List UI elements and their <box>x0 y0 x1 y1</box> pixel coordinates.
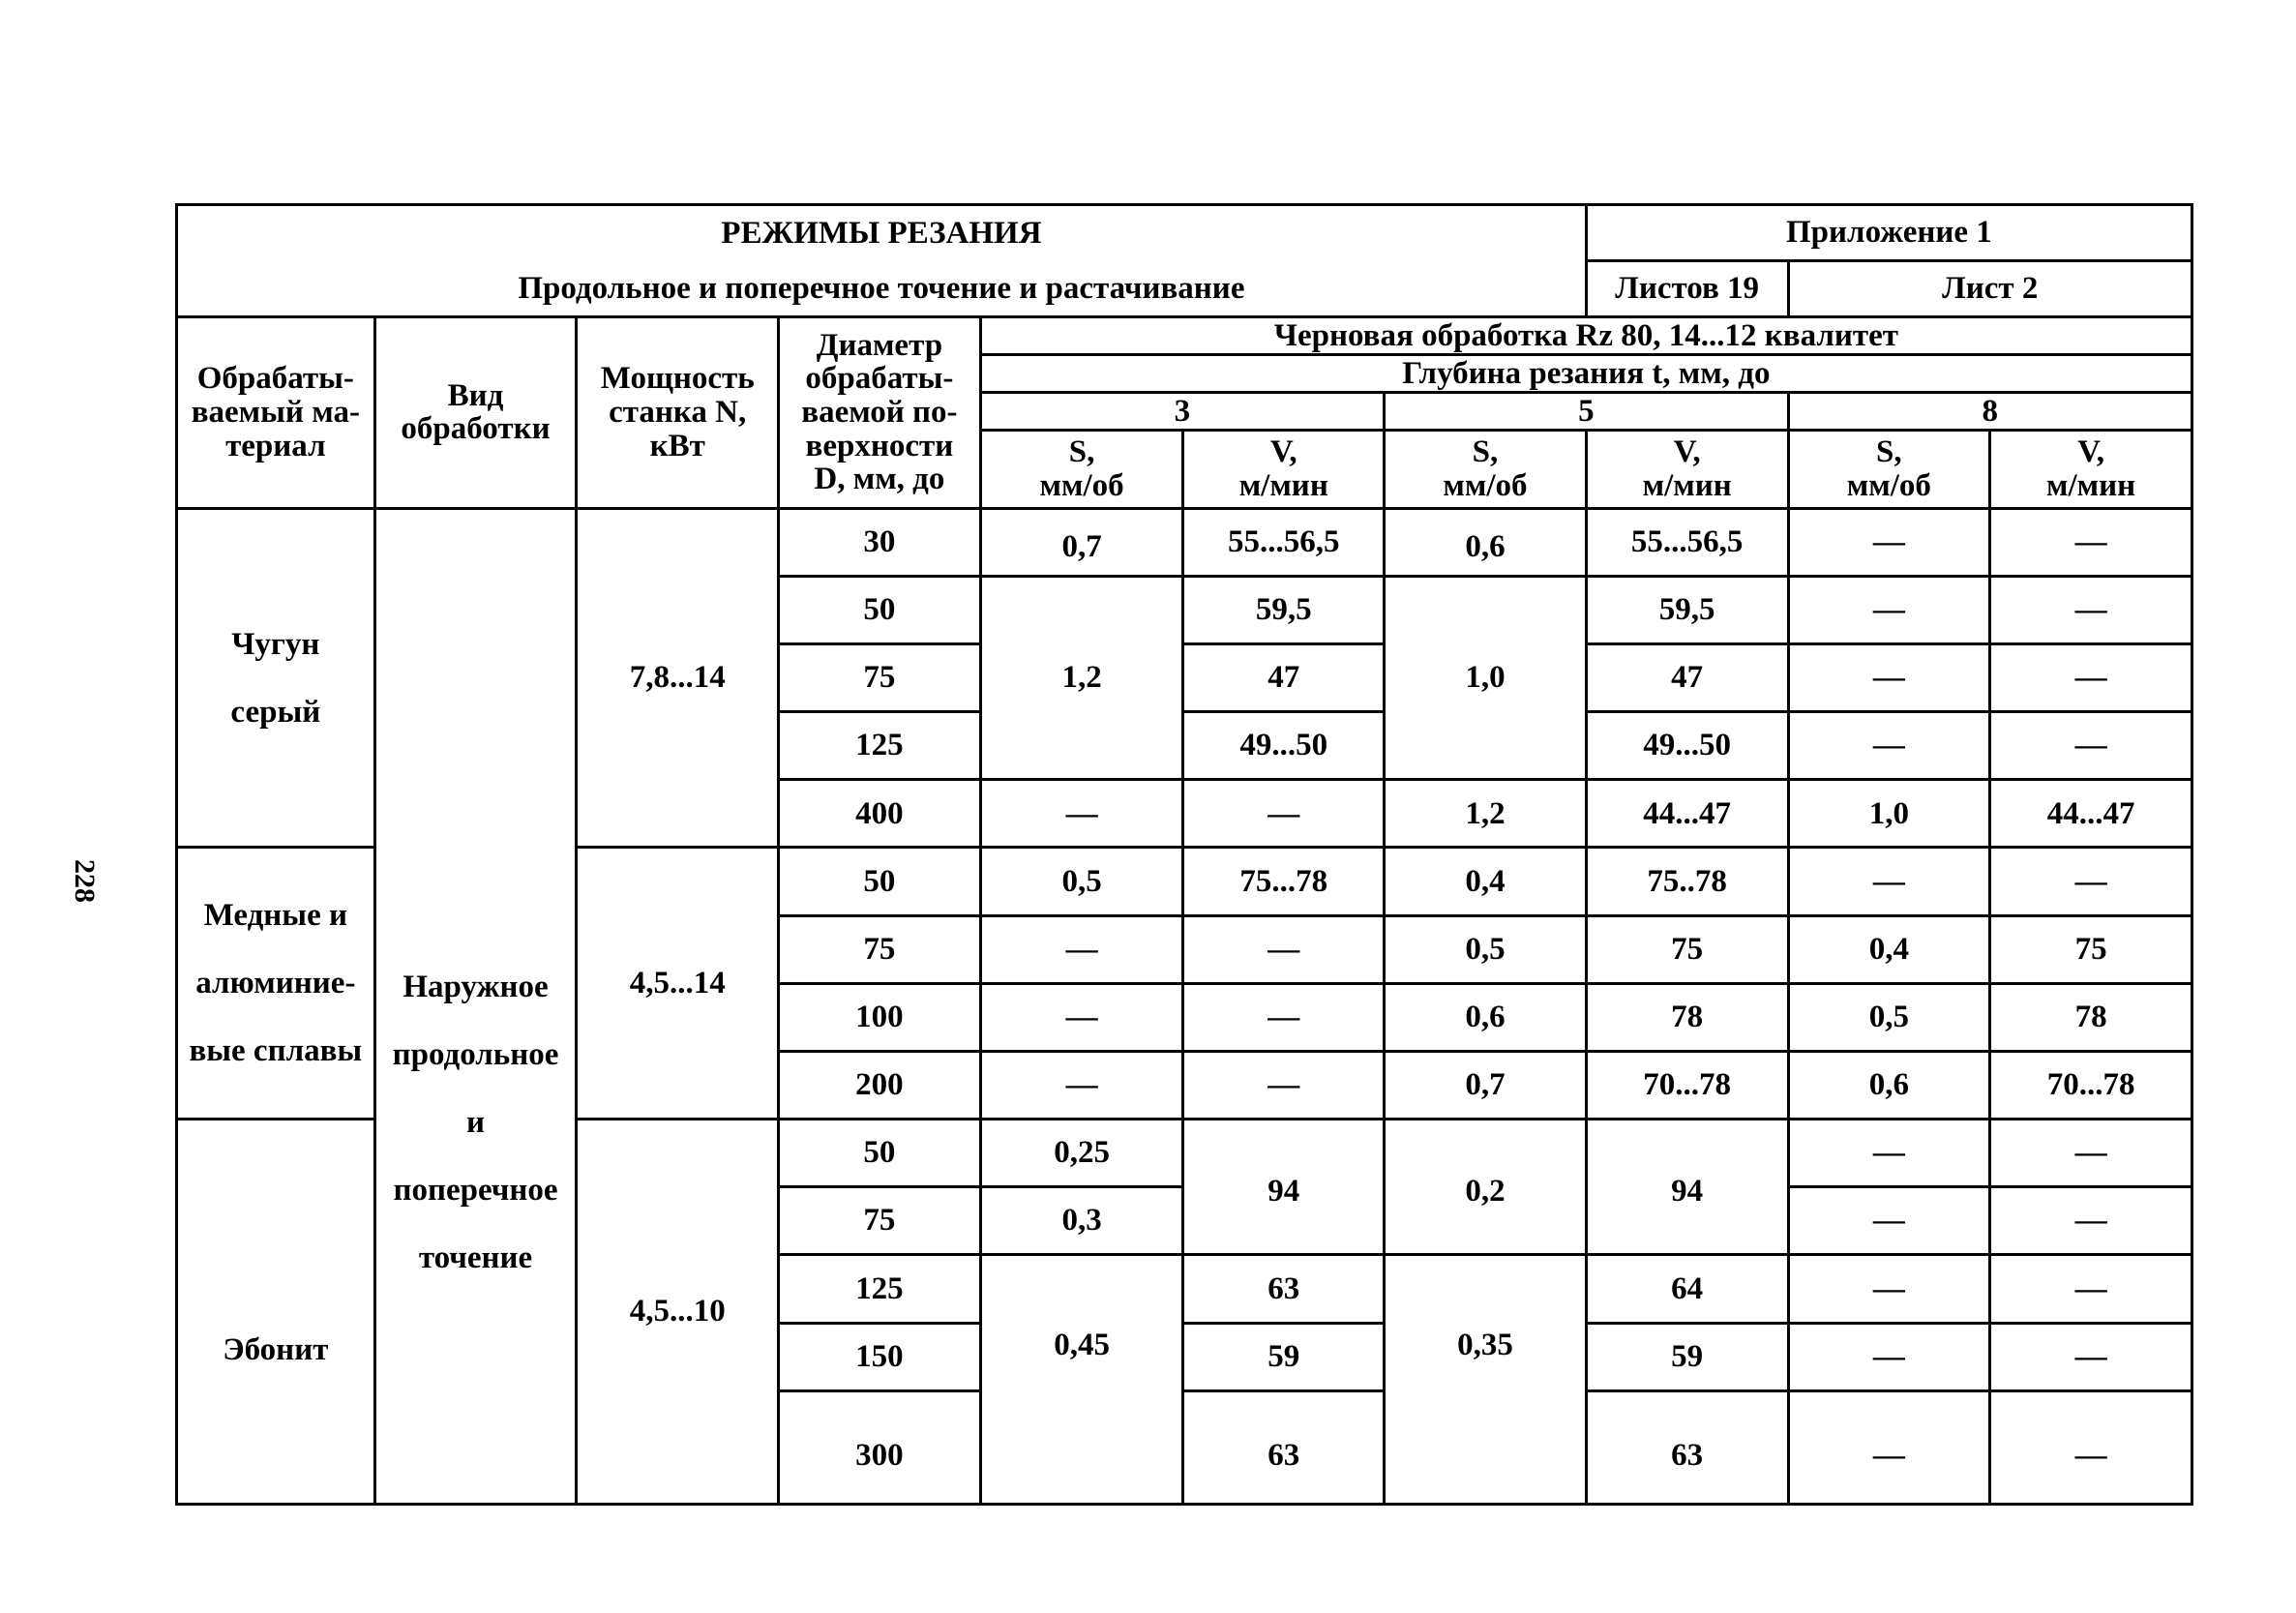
table-title: РЕЖИМЫ РЕЗАНИЯ <box>177 205 1587 261</box>
feed-cell: 0,45 <box>980 1255 1183 1505</box>
feed-cell: 0,4 <box>1385 848 1587 915</box>
feed-header-8: S, мм/об <box>1788 431 1990 508</box>
feed-cell: — <box>980 780 1183 848</box>
speed-cell: 75 <box>1990 915 2192 983</box>
speed-cell: 47 <box>1183 643 1385 711</box>
depth-3: 3 <box>980 393 1384 431</box>
material-cell: Чугун серый <box>177 508 375 848</box>
column-header-diameter: Диаметр обрабаты- ваемой по- верхности D, мм, до <box>779 317 981 508</box>
speed-cell: 94 <box>1183 1120 1385 1255</box>
speed-cell: 78 <box>1990 983 2192 1051</box>
speed-cell: 75 <box>1586 915 1788 983</box>
speed-cell: — <box>1990 1323 2192 1390</box>
power-cell: 4,5...10 <box>577 1120 779 1505</box>
speed-cell: — <box>1990 1120 2192 1187</box>
column-header-material: Обрабаты- ваемый ма- териал <box>177 317 375 508</box>
speed-cell: 94 <box>1586 1120 1788 1255</box>
feed-cell: 0,2 <box>1385 1120 1587 1255</box>
feed-cell: 1,2 <box>1385 780 1587 848</box>
speed-cell: 49...50 <box>1586 712 1788 780</box>
feed-cell: — <box>1788 1120 1990 1187</box>
feed-cell: 0,4 <box>1788 915 1990 983</box>
speed-cell: 70...78 <box>1990 1051 2192 1119</box>
power-cell: 4,5...14 <box>577 848 779 1120</box>
feed-cell: — <box>1788 643 1990 711</box>
speed-cell: — <box>1183 915 1385 983</box>
diameter-cell: 75 <box>779 1187 981 1255</box>
speed-cell: 70...78 <box>1586 1051 1788 1119</box>
table-subtitle: Продольное и поперечное точение и растачивание <box>177 261 1587 317</box>
speed-cell: 47 <box>1586 643 1788 711</box>
speed-cell: 78 <box>1586 983 1788 1051</box>
diameter-cell: 300 <box>779 1390 981 1504</box>
depth-5: 5 <box>1385 393 1788 431</box>
speed-cell: 49...50 <box>1183 712 1385 780</box>
feed-cell: — <box>1788 1255 1990 1323</box>
sheets-total: Листов 19 <box>1586 261 1788 317</box>
material-cell: Медные и алюминие- вые сплавы <box>177 848 375 1120</box>
feed-cell: — <box>1788 712 1990 780</box>
feed-cell: 0,5 <box>980 848 1183 915</box>
speed-cell: — <box>1990 576 2192 643</box>
speed-cell: 63 <box>1183 1255 1385 1323</box>
diameter-cell: 50 <box>779 1120 981 1187</box>
diameter-cell: 125 <box>779 1255 981 1323</box>
feed-cell: 0,5 <box>1788 983 1990 1051</box>
feed-cell: 0,3 <box>980 1187 1183 1255</box>
speed-cell: 59 <box>1183 1323 1385 1390</box>
roughing-header: Черновая обработка Rz 80, 14...12 квалитет <box>980 317 2192 355</box>
speed-cell: 44...47 <box>1990 780 2192 848</box>
speed-cell: — <box>1183 983 1385 1051</box>
diameter-cell: 400 <box>779 780 981 848</box>
power-cell: 7,8...14 <box>577 508 779 848</box>
speed-cell: 44...47 <box>1586 780 1788 848</box>
speed-cell: 75...78 <box>1183 848 1385 915</box>
speed-cell: 59,5 <box>1183 576 1385 643</box>
speed-cell: — <box>1183 1051 1385 1119</box>
feed-cell: 0,25 <box>980 1120 1183 1187</box>
feed-cell: — <box>1788 848 1990 915</box>
feed-cell: 1,2 <box>980 576 1183 779</box>
feed-cell: 1,0 <box>1788 780 1990 848</box>
speed-cell: — <box>1183 780 1385 848</box>
page-number: 228 <box>69 859 101 903</box>
feed-cell: 0,7 <box>1385 1051 1587 1119</box>
feed-cell: — <box>1788 576 1990 643</box>
material-cell: Эбонит <box>177 1120 375 1505</box>
diameter-cell: 30 <box>779 508 981 576</box>
speed-cell: — <box>1990 1255 2192 1323</box>
diameter-cell: 75 <box>779 643 981 711</box>
feed-cell: 0,6 <box>1385 508 1587 576</box>
speed-cell: — <box>1990 508 2192 576</box>
speed-cell: 64 <box>1586 1255 1788 1323</box>
column-header-power: Мощность станка N, кВт <box>577 317 779 508</box>
depth-header: Глубина резания t, мм, до <box>980 355 2192 393</box>
speed-cell: 63 <box>1586 1390 1788 1504</box>
diameter-cell: 50 <box>779 576 981 643</box>
speed-cell: 63 <box>1183 1390 1385 1504</box>
feed-header-5: S, мм/об <box>1385 431 1587 508</box>
speed-cell: — <box>1990 643 2192 711</box>
feed-header-3: S, мм/об <box>980 431 1183 508</box>
table-row <box>177 508 2192 576</box>
feed-cell: — <box>1788 1187 1990 1255</box>
feed-cell: — <box>980 983 1183 1051</box>
diameter-cell: 125 <box>779 712 981 780</box>
cutting-modes-table <box>175 203 2193 1506</box>
diameter-cell: 150 <box>779 1323 981 1390</box>
speed-cell: — <box>1990 1187 2192 1255</box>
diameter-cell: 50 <box>779 848 981 915</box>
feed-cell: 1,0 <box>1385 576 1587 779</box>
speed-cell: 59,5 <box>1586 576 1788 643</box>
speed-cell: — <box>1990 848 2192 915</box>
speed-cell: 75..78 <box>1586 848 1788 915</box>
speed-cell: — <box>1990 1390 2192 1504</box>
depth-8: 8 <box>1788 393 2192 431</box>
appendix-label: Приложение 1 <box>1586 205 2192 261</box>
speed-cell: 55...56,5 <box>1183 508 1385 576</box>
feed-cell: — <box>1788 508 1990 576</box>
speed-header-5: V, м/мин <box>1586 431 1788 508</box>
feed-cell: 0,7 <box>980 508 1183 576</box>
feed-cell: 0,6 <box>1385 983 1587 1051</box>
feed-cell: — <box>1788 1323 1990 1390</box>
feed-cell: 0,5 <box>1385 915 1587 983</box>
operation-cell: Наружное продольное и поперечное точение <box>374 508 577 1504</box>
feed-cell: 0,35 <box>1385 1255 1587 1505</box>
diameter-cell: 100 <box>779 983 981 1051</box>
sheet-number: Лист 2 <box>1788 261 2192 317</box>
diameter-cell: 75 <box>779 915 981 983</box>
feed-cell: — <box>1788 1390 1990 1504</box>
speed-cell: — <box>1990 712 2192 780</box>
feed-cell: 0,6 <box>1788 1051 1990 1119</box>
speed-header-3: V, м/мин <box>1183 431 1385 508</box>
speed-cell: 59 <box>1586 1323 1788 1390</box>
feed-cell: — <box>980 915 1183 983</box>
column-header-operation: Вид обработки <box>374 317 577 508</box>
diameter-cell: 200 <box>779 1051 981 1119</box>
feed-cell: — <box>980 1051 1183 1119</box>
speed-header-8: V, м/мин <box>1990 431 2192 508</box>
speed-cell: 55...56,5 <box>1586 508 1788 576</box>
